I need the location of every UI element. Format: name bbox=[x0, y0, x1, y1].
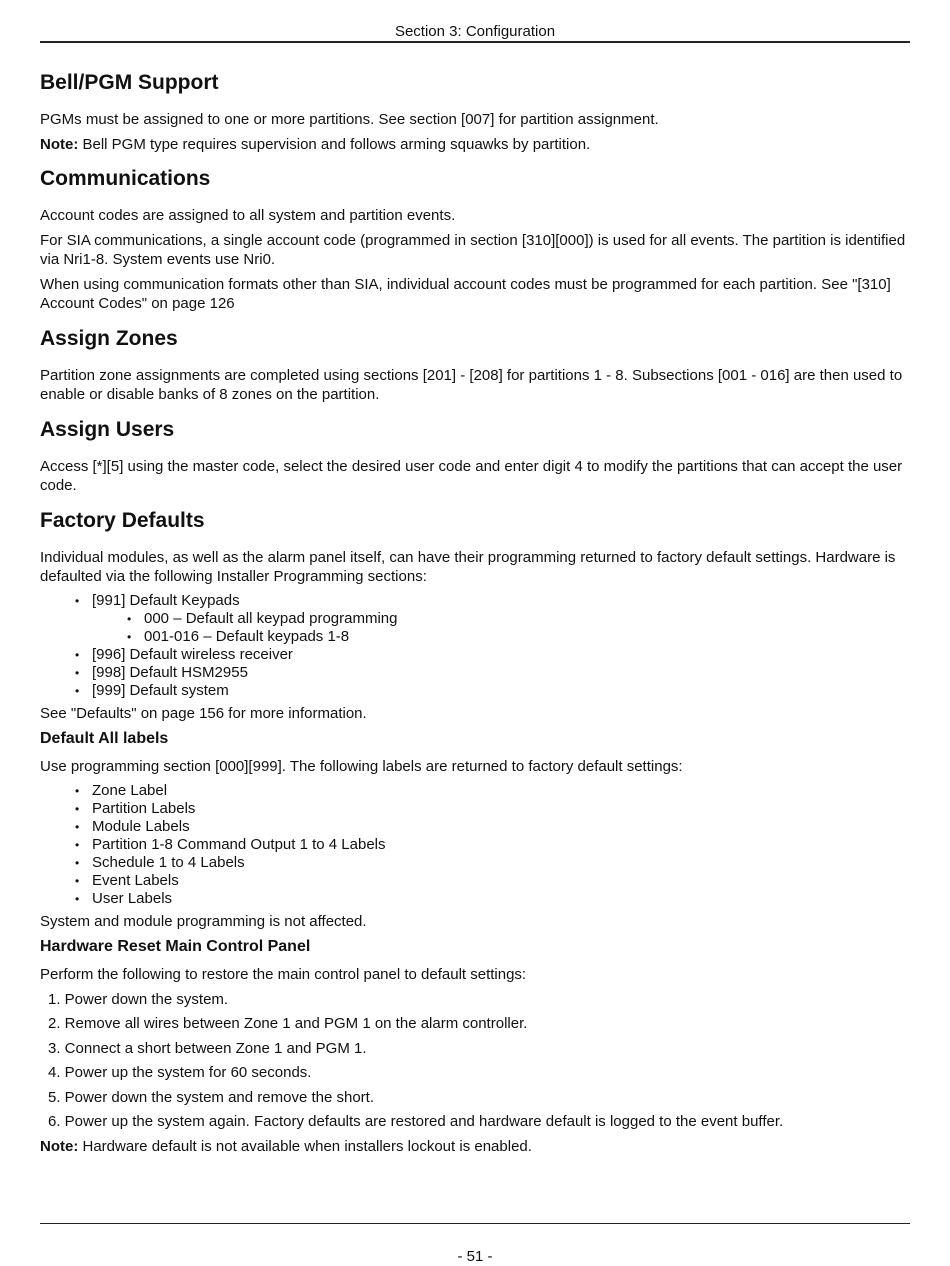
page-content bbox=[40, 66, 910, 1161]
list-item: • Partition 1-8 Command Output 1 to 4 Labels bbox=[92, 836, 910, 854]
list-item bbox=[92, 592, 910, 646]
paragraph: See "Defaults" on page 156 for more information. bbox=[40, 704, 367, 722]
section-communications bbox=[40, 166, 910, 314]
heading-communications: Communications bbox=[40, 167, 211, 190]
note-text: Bell PGM type requires supervision and follows arming squawks by partition. bbox=[78, 135, 591, 153]
paragraph: Use programming section [000][999]. The following labels are returned to factory default settings: bbox=[40, 758, 683, 775]
list-item: • Event Labels bbox=[92, 872, 910, 890]
paragraph: Perform the following to restore the main control panel to default settings: bbox=[40, 966, 527, 983]
list-item: • [996] Default wireless receiver bbox=[92, 646, 910, 664]
paragraph: Partition zone assignments are completed using sections [201] - [208] for partitions 1 - 8. Subsections [001 - 016] are then used to enable or disable banks of 8 zones on the partition. bbox=[40, 366, 903, 403]
heading-hardware-reset: Hardware Reset Main Control Panel bbox=[40, 938, 311, 955]
list-item: • User Labels bbox=[92, 890, 910, 908]
paragraph: When using communication formats other than SIA, individual account codes must be programmed for each partition. See "[310] Account Codes" on page 126 bbox=[40, 275, 891, 312]
section-factory-defaults bbox=[40, 508, 910, 1157]
note-label: Note: bbox=[40, 135, 79, 153]
list-item: • 000 – Default all keypad programming bbox=[144, 610, 910, 628]
heading-factory-defaults: Factory Defaults bbox=[40, 508, 205, 532]
list-item: • [999] Default system bbox=[92, 682, 910, 700]
section-assign-users bbox=[40, 417, 910, 496]
note-label: Note: bbox=[40, 1137, 79, 1155]
step: 5. Power down the system and remove the short. bbox=[48, 1088, 374, 1106]
paragraph: For SIA communications, a single account code (programmed in section [310][000]) is used for all events. The partition is identified via Nri1-8. System events use Nri0. bbox=[40, 231, 906, 268]
note bbox=[40, 135, 910, 155]
list-item-text: [991] Default Keypads bbox=[92, 591, 240, 609]
step: 3. Connect a short between Zone 1 and PGM 1. bbox=[48, 1039, 367, 1057]
section-assign-zones bbox=[40, 326, 910, 405]
paragraph: Access [*][5] using the master code, select the desired user code and enter digit 4 to modify the partitions that can accept the user code. bbox=[40, 457, 903, 494]
step: 6. Power up the system again. Factory defaults are restored and hardware default is logged to the event buffer. bbox=[48, 1113, 784, 1130]
keypad-sublist bbox=[92, 610, 910, 646]
note-text: Hardware default is not available when installers lockout is enabled. bbox=[78, 1137, 532, 1155]
labels-list bbox=[40, 782, 910, 908]
paragraph: Account codes are assigned to all system and partition events. bbox=[40, 207, 456, 224]
list-item: • Module Labels bbox=[92, 818, 910, 836]
list-item: • 001-016 – Default keypads 1-8 bbox=[144, 628, 910, 646]
note bbox=[40, 1137, 910, 1157]
heading-bell-pgm: Bell/PGM Support bbox=[40, 71, 219, 94]
paragraph: Individual modules, as well as the alarm panel itself, can have their programming returned to factory default settings. Hardware is defaulted via the following Installer Programming sections: bbox=[40, 548, 896, 585]
paragraph: System and module programming is not affected. bbox=[40, 912, 367, 930]
header-rule bbox=[40, 41, 910, 43]
paragraph: PGMs must be assigned to one or more partitions. See section [007] for partition assignment. bbox=[40, 111, 659, 128]
list-item: • Partition Labels bbox=[92, 800, 910, 818]
section-bell-pgm bbox=[40, 70, 910, 154]
heading-assign-zones: Assign Zones bbox=[40, 326, 178, 350]
list-item: • Zone Label bbox=[92, 782, 910, 800]
reset-steps bbox=[40, 990, 910, 1132]
step: 1. Power down the system. bbox=[48, 990, 229, 1008]
step: 4. Power up the system for 60 seconds. bbox=[48, 1064, 312, 1081]
running-header: Section 3: Configuration bbox=[394, 23, 556, 40]
step: 2. Remove all wires between Zone 1 and PGM 1 on the alarm controller. bbox=[48, 1015, 528, 1032]
heading-default-all-labels: Default All labels bbox=[40, 730, 169, 747]
list-item: • [998] Default HSM2955 bbox=[92, 664, 910, 682]
heading-assign-users: Assign Users bbox=[40, 417, 175, 441]
page-number: - 51 - bbox=[457, 1248, 493, 1265]
list-item: • Schedule 1 to 4 Labels bbox=[92, 854, 910, 872]
footer-rule bbox=[40, 1223, 910, 1224]
defaults-list bbox=[40, 592, 910, 700]
